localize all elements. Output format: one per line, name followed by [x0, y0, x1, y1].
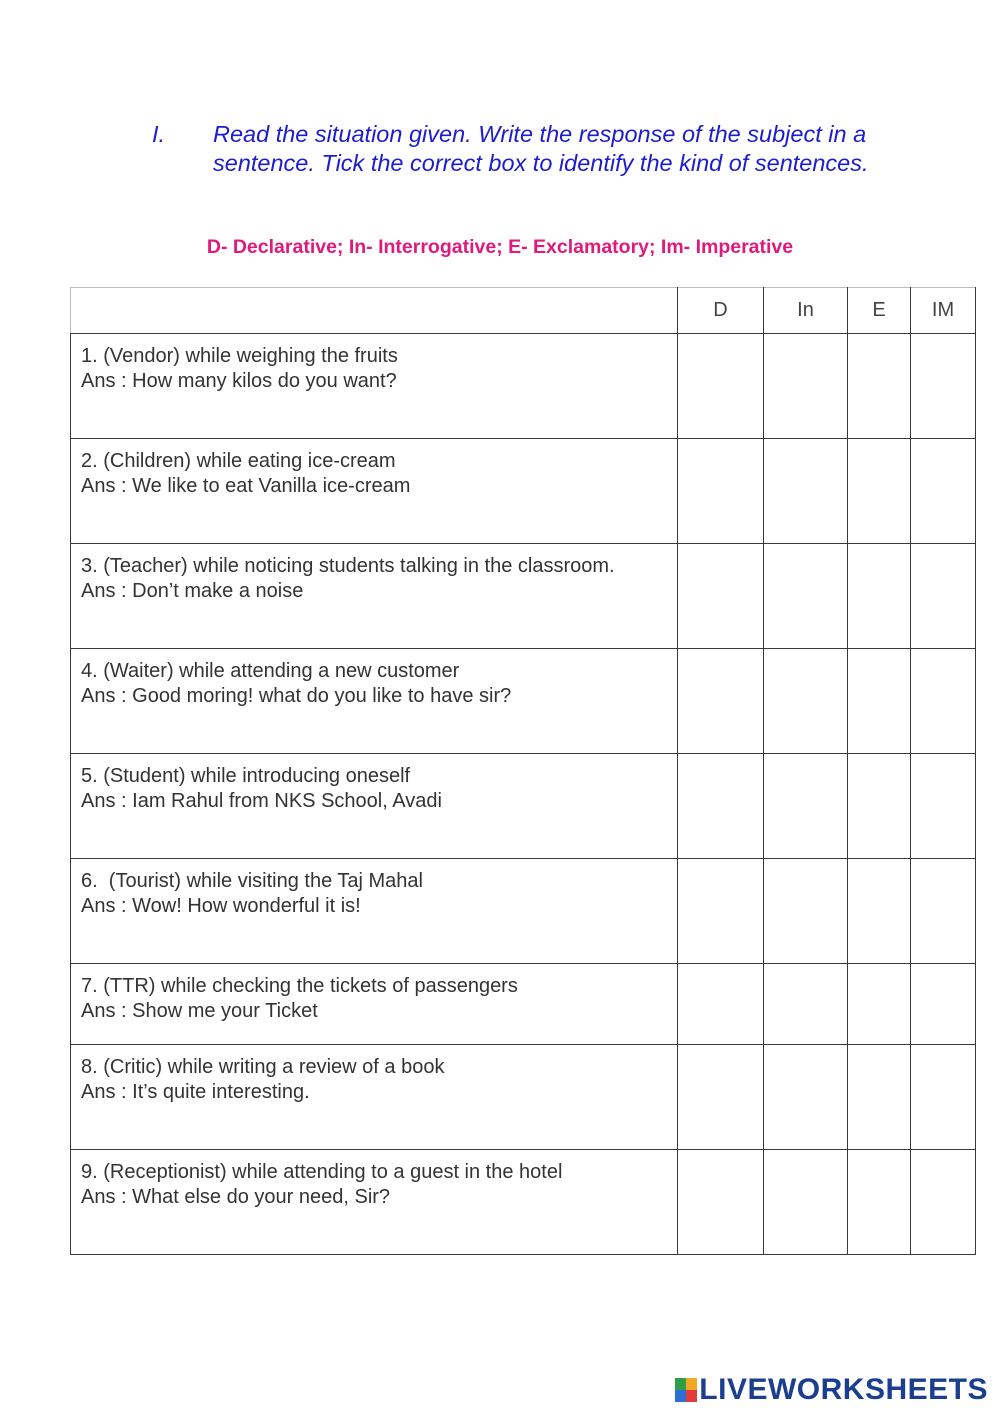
tick-box-in[interactable]	[764, 649, 848, 754]
sentence-type-legend: D- Declarative; In- Interrogative; E- Exclamatory; Im- Imperative	[206, 236, 794, 258]
header-imperative: IM	[911, 288, 976, 334]
situation-cell	[71, 1045, 678, 1150]
liveworksheets-logo-icon	[675, 1378, 697, 1402]
tick-box-d[interactable]	[678, 649, 764, 754]
answer-text: Ans : Show me your Ticket	[81, 1000, 318, 1022]
answer-text: Ans : Iam Rahul from NKS School, Avadi	[81, 790, 442, 812]
situation-text: 3. (Teacher) while noticing students talking in the classroom.	[81, 555, 615, 577]
tick-box-d[interactable]	[678, 544, 764, 649]
situation-cell	[71, 334, 678, 439]
tick-box-e[interactable]	[848, 964, 911, 1045]
situation-text: 6. (Tourist) while visiting the Taj Mahal	[81, 870, 423, 892]
situation-text: 2. (Children) while eating ice-cream	[81, 450, 396, 472]
instruction	[152, 120, 892, 178]
header-situation	[71, 288, 678, 334]
table-header-row	[71, 288, 976, 334]
tick-box-d[interactable]	[678, 439, 764, 544]
tick-box-im[interactable]	[911, 1150, 976, 1255]
header-declarative: D	[678, 288, 764, 334]
tick-box-d[interactable]	[678, 754, 764, 859]
header-interrogative: In	[764, 288, 848, 334]
situation-cell	[71, 439, 678, 544]
logo-square	[686, 1390, 697, 1402]
table-row	[71, 1150, 976, 1255]
situation-cell	[71, 964, 678, 1045]
instruction-text: Read the situation given. Write the response of the subject in a sentence. Tick the correct box to identify the kind of sentences.	[213, 121, 869, 176]
tick-box-im[interactable]	[911, 334, 976, 439]
liveworksheets-logo	[675, 1373, 988, 1407]
instruction-number: I.	[152, 121, 166, 147]
tick-box-im[interactable]	[911, 1045, 976, 1150]
situation-text: 1. (Vendor) while weighing the fruits	[81, 345, 398, 367]
tick-box-d[interactable]	[678, 334, 764, 439]
table-row	[71, 334, 976, 439]
answer-text: Ans : It’s quite interesting.	[81, 1081, 310, 1103]
answer-text: Ans : Wow! How wonderful it is!	[81, 895, 361, 917]
situation-text: 7. (TTR) while checking the tickets of passengers	[81, 975, 518, 997]
situation-cell	[71, 859, 678, 964]
answer-text: Ans : We like to eat Vanilla ice-cream	[81, 475, 411, 497]
situation-text: 4. (Waiter) while attending a new customer	[81, 660, 460, 682]
tick-box-in[interactable]	[764, 439, 848, 544]
liveworksheets-logo-text: LIVEWORKSHEETS	[699, 1373, 988, 1406]
tick-box-in[interactable]	[764, 964, 848, 1045]
situation-cell	[71, 649, 678, 754]
tick-box-im[interactable]	[911, 859, 976, 964]
situation-cell	[71, 1150, 678, 1255]
tick-box-im[interactable]	[911, 649, 976, 754]
tick-box-im[interactable]	[911, 754, 976, 859]
tick-box-in[interactable]	[764, 754, 848, 859]
tick-box-d[interactable]	[678, 859, 764, 964]
tick-box-im[interactable]	[911, 439, 976, 544]
tick-box-e[interactable]	[848, 439, 911, 544]
table-row	[71, 439, 976, 544]
tick-box-e[interactable]	[848, 334, 911, 439]
logo-square	[675, 1390, 686, 1402]
answer-text: Ans : Don’t make a noise	[81, 580, 304, 602]
tick-box-e[interactable]	[848, 649, 911, 754]
situation-cell	[71, 754, 678, 859]
table-row	[71, 964, 976, 1045]
situation-text: 9. (Receptionist) while attending to a guest in the hotel	[81, 1161, 563, 1183]
answer-text: Ans : Good moring! what do you like to have sir?	[81, 685, 512, 707]
table-row	[71, 649, 976, 754]
tick-box-im[interactable]	[911, 544, 976, 649]
tick-box-in[interactable]	[764, 1045, 848, 1150]
tick-box-e[interactable]	[848, 754, 911, 859]
tick-box-im[interactable]	[911, 964, 976, 1045]
tick-box-e[interactable]	[848, 1045, 911, 1150]
table-row	[71, 544, 976, 649]
header-exclamatory: E	[848, 288, 911, 334]
tick-box-d[interactable]	[678, 1150, 764, 1255]
tick-box-e[interactable]	[848, 1150, 911, 1255]
answer-text: Ans : What else do your need, Sir?	[81, 1186, 391, 1208]
tick-box-in[interactable]	[764, 1150, 848, 1255]
worksheet-table	[70, 287, 976, 1255]
situation-text: 8. (Critic) while writing a review of a book	[81, 1056, 445, 1078]
situation-text: 5. (Student) while introducing oneself	[81, 765, 411, 787]
tick-box-d[interactable]	[678, 964, 764, 1045]
logo-square	[675, 1378, 686, 1390]
tick-box-e[interactable]	[848, 859, 911, 964]
tick-box-d[interactable]	[678, 1045, 764, 1150]
tick-box-e[interactable]	[848, 544, 911, 649]
logo-square	[686, 1378, 697, 1390]
answer-text: Ans : How many kilos do you want?	[81, 370, 397, 392]
tick-box-in[interactable]	[764, 859, 848, 964]
tick-box-in[interactable]	[764, 334, 848, 439]
situation-cell	[71, 544, 678, 649]
table-row	[71, 1045, 976, 1150]
table-row	[71, 859, 976, 964]
tick-box-in[interactable]	[764, 544, 848, 649]
table-row	[71, 754, 976, 859]
